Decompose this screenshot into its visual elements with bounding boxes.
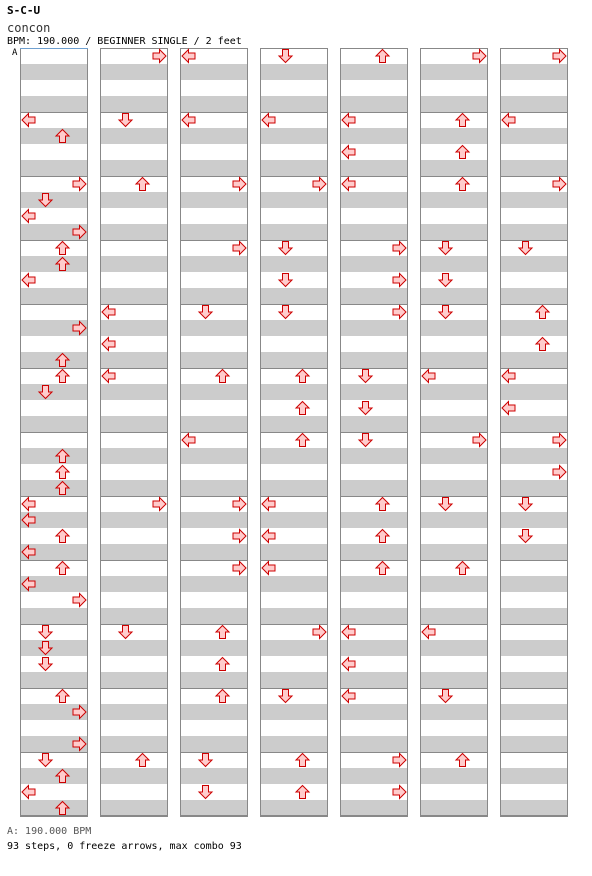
beat-stripe [180, 448, 248, 464]
beat-stripe [260, 512, 328, 528]
beat-stripe [340, 480, 408, 496]
beat-stripe [420, 416, 488, 432]
beat-stripe [500, 352, 568, 368]
beat-stripe [260, 416, 328, 432]
beat-stripe [340, 160, 408, 176]
beat-stripe [100, 224, 168, 240]
beat-stripe [100, 608, 168, 624]
beat-stripe [100, 192, 168, 208]
beat-stripe [340, 224, 408, 240]
beat-stripe [260, 544, 328, 560]
beat-stripe [100, 128, 168, 144]
beat-stripe [260, 576, 328, 592]
beat-stripe [100, 416, 168, 432]
beat-stripe [500, 640, 568, 656]
beat-stripe [20, 64, 88, 80]
beat-stripe [180, 544, 248, 560]
beat-stripe [260, 448, 328, 464]
beat-stripe [20, 800, 88, 816]
beat-stripe [100, 256, 168, 272]
beat-stripe [500, 512, 568, 528]
beat-stripe [340, 768, 408, 784]
beat-stripe [260, 704, 328, 720]
beat-stripe [420, 192, 488, 208]
beat-stripe [180, 672, 248, 688]
beat-stripe [180, 128, 248, 144]
beat-stripe [260, 192, 328, 208]
chart-column [100, 48, 168, 817]
beat-stripe [340, 320, 408, 336]
beat-stripe [420, 448, 488, 464]
beat-stripe [420, 160, 488, 176]
beat-stripe [180, 640, 248, 656]
beat-stripe [340, 608, 408, 624]
beat-stripe [20, 384, 88, 400]
beat-stripe [180, 96, 248, 112]
beat-stripe [20, 672, 88, 688]
beat-stripe [100, 768, 168, 784]
beat-stripe [20, 448, 88, 464]
beat-stripe [20, 192, 88, 208]
beat-stripe [260, 352, 328, 368]
beat-stripe [100, 352, 168, 368]
beat-stripe [180, 64, 248, 80]
beat-stripe [260, 288, 328, 304]
beat-stripe [340, 352, 408, 368]
beat-stripe [500, 800, 568, 816]
beat-stripe [260, 768, 328, 784]
beat-stripe [260, 672, 328, 688]
beat-stripe [340, 736, 408, 752]
beat-stripe [260, 320, 328, 336]
beat-stripe [500, 288, 568, 304]
beat-stripe [100, 544, 168, 560]
beat-stripe [500, 320, 568, 336]
beat-stripe [420, 256, 488, 272]
chart-info: BPM: 190.000 / BEGINNER SINGLE / 2 feet [7, 36, 242, 47]
beat-stripe [340, 384, 408, 400]
beat-stripe [500, 672, 568, 688]
beat-stripe [180, 608, 248, 624]
chart-column [260, 48, 328, 817]
beat-stripe [180, 576, 248, 592]
beat-stripe [340, 672, 408, 688]
song-name: concon [7, 21, 51, 35]
beat-stripe [100, 288, 168, 304]
beat-stripe [180, 192, 248, 208]
beat-stripe [100, 672, 168, 688]
beat-stripe [100, 512, 168, 528]
beat-stripe [20, 416, 88, 432]
beat-stripe [100, 640, 168, 656]
beat-stripe [100, 576, 168, 592]
beat-stripe [100, 96, 168, 112]
beat-stripe [340, 704, 408, 720]
beat-stripe [100, 480, 168, 496]
beat-stripe [500, 736, 568, 752]
beat-stripe [500, 224, 568, 240]
beat-stripe [20, 768, 88, 784]
beat-stripe [420, 224, 488, 240]
beat-stripe [500, 384, 568, 400]
beat-stripe [20, 160, 88, 176]
beat-stripe [500, 608, 568, 624]
beat-stripe [340, 448, 408, 464]
beat-stripe [100, 320, 168, 336]
beat-stripe [420, 96, 488, 112]
beat-stripe [180, 512, 248, 528]
beat-stripe [420, 640, 488, 656]
beat-stripe [260, 96, 328, 112]
beat-stripe [100, 384, 168, 400]
beat-stripe [420, 480, 488, 496]
beat-stripe [500, 768, 568, 784]
beat-stripe [260, 224, 328, 240]
beat-stripe [420, 800, 488, 816]
beat-stripe [260, 640, 328, 656]
bpm-marker-label: A [12, 48, 18, 58]
beat-stripe [20, 352, 88, 368]
beat-stripe [260, 736, 328, 752]
beat-stripe [500, 704, 568, 720]
beat-stripe [260, 128, 328, 144]
beat-stripe [260, 608, 328, 624]
beat-stripe [100, 704, 168, 720]
beat-stripe [420, 320, 488, 336]
beat-stripe [100, 800, 168, 816]
chart-column [340, 48, 408, 817]
beat-stripe [260, 800, 328, 816]
beat-stripe [420, 672, 488, 688]
beat-stripe [180, 416, 248, 432]
beat-stripe [340, 288, 408, 304]
chart-column [20, 48, 88, 817]
beat-stripe [180, 320, 248, 336]
chart-column [500, 48, 568, 817]
beat-stripe [500, 128, 568, 144]
beat-stripe [500, 160, 568, 176]
beat-stripe [340, 544, 408, 560]
beat-stripe [500, 544, 568, 560]
beat-stripe [500, 480, 568, 496]
chart-column [420, 48, 488, 817]
beat-stripe [20, 128, 88, 144]
chart-column [180, 48, 248, 817]
beat-stripe [500, 256, 568, 272]
beat-stripe [260, 160, 328, 176]
beat-stripe [420, 704, 488, 720]
beat-stripe [20, 256, 88, 272]
beat-stripe [420, 384, 488, 400]
beat-stripe [20, 480, 88, 496]
beat-stripe [420, 576, 488, 592]
beat-stripe [260, 64, 328, 80]
beat-stripe [100, 64, 168, 80]
beat-stripe [500, 64, 568, 80]
beat-stripe [100, 736, 168, 752]
beat-stripe [340, 576, 408, 592]
beat-stripe [420, 768, 488, 784]
beat-stripe [340, 800, 408, 816]
beat-stripe [500, 576, 568, 592]
beat-stripe [500, 192, 568, 208]
beat-stripe [500, 416, 568, 432]
beat-stripe [420, 288, 488, 304]
beat-stripe [260, 384, 328, 400]
beat-stripe [420, 352, 488, 368]
beat-stripe [100, 160, 168, 176]
beat-stripe [260, 480, 328, 496]
beat-stripe [340, 640, 408, 656]
beat-stripe [420, 64, 488, 80]
beat-stripe [340, 256, 408, 272]
chart-title: S-C-U [7, 4, 41, 17]
beat-stripe [420, 736, 488, 752]
beat-stripe [180, 736, 248, 752]
bpm-note: A: 190.000 BPM [7, 826, 92, 837]
beat-stripe [180, 768, 248, 784]
beat-stripe [340, 512, 408, 528]
beat-stripe [180, 288, 248, 304]
beat-stripe [340, 416, 408, 432]
beat-stripe [180, 800, 248, 816]
beat-stripe [180, 224, 248, 240]
beat-stripe [20, 640, 88, 656]
beat-stripe [340, 192, 408, 208]
beat-stripe [20, 608, 88, 624]
beat-stripe [180, 256, 248, 272]
beat-stripe [420, 128, 488, 144]
beat-stripe [180, 384, 248, 400]
beat-stripe [260, 256, 328, 272]
beat-stripe [180, 160, 248, 176]
beat-stripe [340, 128, 408, 144]
beat-stripe [180, 352, 248, 368]
beat-stripe [420, 512, 488, 528]
beat-stripe [20, 96, 88, 112]
beat-stripe [340, 96, 408, 112]
beat-stripe [500, 96, 568, 112]
beat-stripe [100, 448, 168, 464]
beat-stripe [340, 64, 408, 80]
beat-stripe [180, 704, 248, 720]
beat-stripe [420, 544, 488, 560]
beat-stripe [500, 448, 568, 464]
step-stats: 93 steps, 0 freeze arrows, max combo 93 [7, 841, 242, 852]
beat-stripe [20, 288, 88, 304]
beat-stripe [180, 480, 248, 496]
beat-stripe [420, 608, 488, 624]
